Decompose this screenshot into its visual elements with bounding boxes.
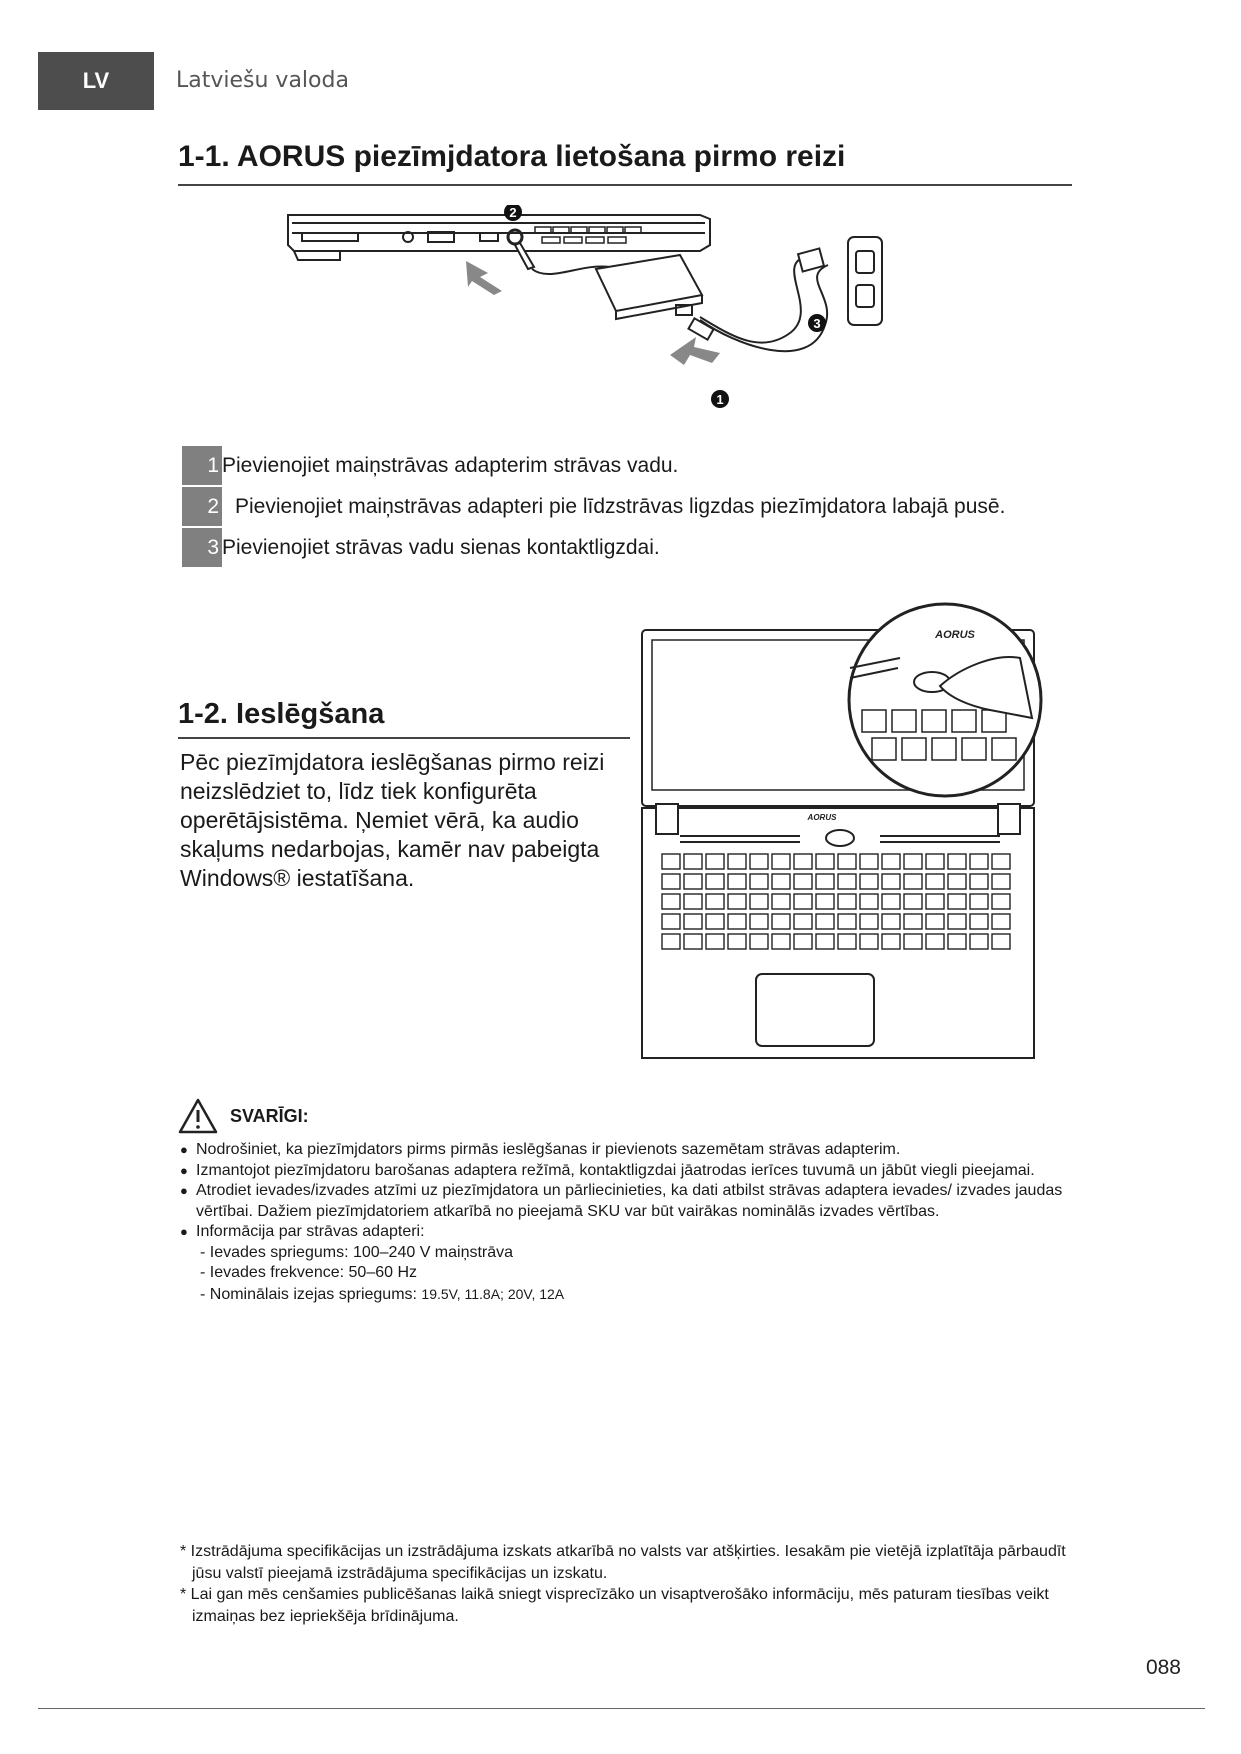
step-number: 1 (182, 446, 222, 485)
adapter-input-voltage: - Ievades spriegums: 100–240 V maiņstrāva (200, 1243, 514, 1261)
step-text: Pievienojiet strāvas vadu sienas kontaktligzdai. (222, 535, 660, 559)
step-3 (182, 527, 1082, 568)
adapter-output-voltage (180, 1284, 1080, 1306)
list-item: ● Nodrošiniet, ka piezīmjdators pirms pirmās ieslēgšanas ir pievienots sazemētam strāvas adapterim. (180, 1140, 1080, 1161)
step-text: Pievienojiet maiņstrāvas adapteri pie līdzstrāvas ligzdas piezīmjdatora labajā pusē. (235, 494, 1006, 518)
step-number: 2 (182, 487, 222, 526)
important-heading (178, 1098, 309, 1134)
important-label: SVARĪGI: (230, 1105, 309, 1126)
section-2-body: Pēc piezīmjdatora ieslēgšanas pirmo reizi neizslēdziet to, līdz tiek konfigurēta operētājsistēma. Ņemiet vērā, ka audio skaļums nedarbojas, kamēr nav pabeigta Windows® iestatīšana. (180, 749, 605, 891)
svg-text:AORUS: AORUS (935, 629, 975, 641)
adapter-input-frequency: - Ievades frekvence: 50–60 Hz (200, 1264, 418, 1281)
step-text: Pievienojiet maiņstrāvas adapterim strāvas vadu. (222, 453, 679, 477)
section-2-title: 1-2. Ieslēgšana (178, 698, 630, 739)
list-item: ● Izmantojot piezīmjdatoru barošanas adaptera režīmā, kontaktligzdai jāatrodas ierīces tuvumā un jābūt viegli pieejamai. (180, 1161, 1080, 1182)
footnote: * Izstrādājuma specifikācijas un izstrādājuma izskats atkarībā no valsts var atšķirties. Iesakām pie vietējā izplatītāja pārbaudīt jūsu valstī pieejamā izstrādājuma specifikācijas un izskatu. (180, 1543, 1066, 1582)
bottom-divider (38, 1708, 1205, 1709)
footnote: * Lai gan mēs cenšamies publicēšanas laikā sniegt visprecīzāko un visaptverošāko informāciju, mēs paturam tiesības veikt izmaiņas bez iepriekšēja brīdinājuma. (180, 1586, 1049, 1625)
callout-3 (808, 314, 826, 332)
step-2 (182, 486, 1082, 527)
svg-text:2: 2 (509, 205, 517, 220)
output-label: - Nominālais izejas spriegums: (200, 1285, 422, 1303)
list-item: ● Informācija par strāvas adapteri: (180, 1222, 1080, 1243)
page-number: 088 (1145, 1656, 1181, 1679)
important-list (180, 1140, 1080, 1305)
section-1-title: 1-1. AORUS piezīmjdatora lietošana pirmo reizi (178, 140, 1072, 186)
list-item: ● Atrodiet ievades/izvades atzīmi uz piezīmjdatora un pārliecinieties, ka dati atbilst strāvas adaptera ievades/ izvades jaudas vērtībai. Dažiem piezīmjdatoriem atkarībā no pieejamā SKU var būt vairākas nominālās izvades vērtības. (180, 1181, 1080, 1222)
step-number: 3 (182, 528, 222, 567)
footnotes (180, 1541, 1080, 1627)
callout-1 (711, 390, 729, 408)
power-connection-diagram (280, 205, 1000, 420)
laptop-power-on-diagram (640, 598, 1080, 1068)
svg-text:3: 3 (813, 316, 821, 331)
step-1 (182, 445, 1082, 486)
language-name: Latviešu valoda (176, 68, 349, 93)
connection-steps (182, 445, 1082, 568)
svg-text:AORUS: AORUS (807, 813, 837, 822)
svg-text:1: 1 (716, 392, 724, 407)
output-value: 19.5V, 11.8A; 20V, 12A (421, 1285, 565, 1302)
warning-icon (178, 1098, 218, 1134)
language-tab: LV (38, 52, 154, 110)
